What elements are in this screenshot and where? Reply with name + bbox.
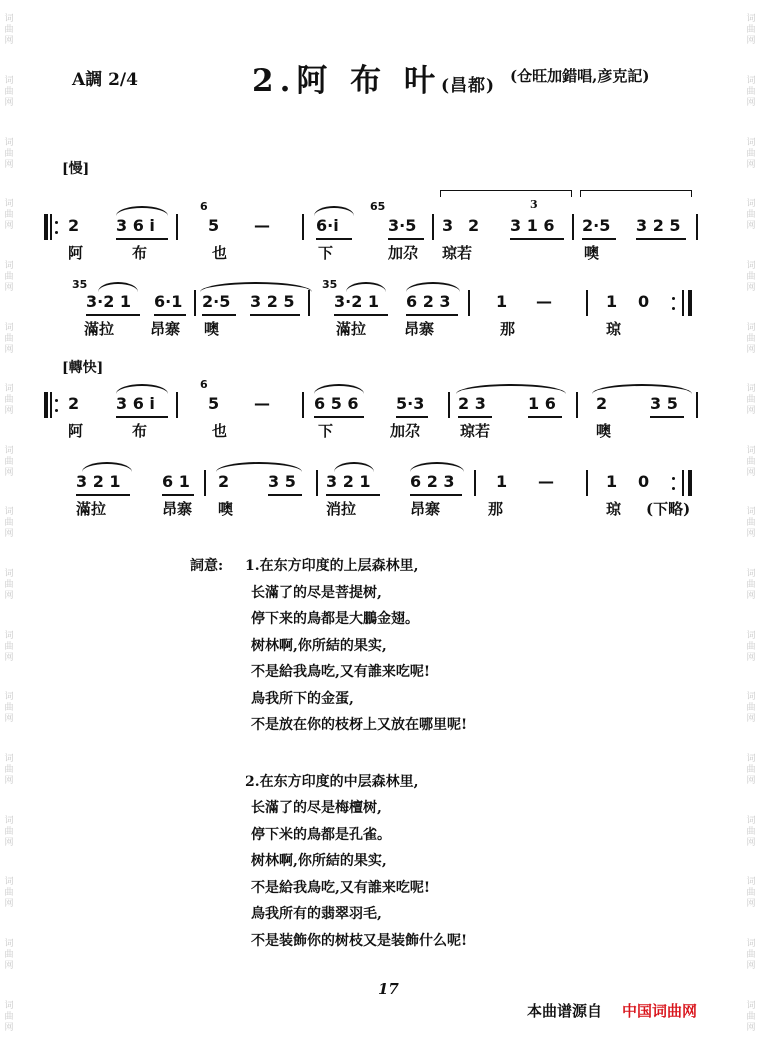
notes-row <box>40 198 710 238</box>
repeat-dot <box>55 409 58 412</box>
barline <box>696 214 698 240</box>
repeat-dot <box>672 487 675 490</box>
note: 1 <box>496 472 508 491</box>
verses-label: 詞意: <box>190 558 224 574</box>
note-group: 6 1 <box>162 472 190 491</box>
lyric: 滿拉 <box>84 320 115 338</box>
beam <box>528 416 562 418</box>
beam <box>582 238 616 240</box>
beam <box>116 416 168 418</box>
lyric: 消拉 <box>326 500 357 518</box>
note-group: 3 2 5 <box>250 292 295 311</box>
beam <box>650 416 684 418</box>
note: 5 <box>208 394 220 413</box>
lyric: 下 <box>318 244 334 262</box>
slur <box>116 206 168 216</box>
key-signature: A調 2/4 <box>72 70 138 90</box>
lyric: 琼 <box>606 500 622 518</box>
note-group: 1 6 <box>528 394 556 413</box>
barline <box>308 290 310 316</box>
barline <box>682 290 684 316</box>
score-line-2 <box>40 278 710 348</box>
repeat-barline <box>688 290 692 316</box>
beam <box>86 314 140 316</box>
lyric: 噢 <box>596 422 612 440</box>
note-group: 6·i <box>316 216 339 235</box>
score-line-3 <box>40 378 710 450</box>
phrase-bracket <box>440 190 572 197</box>
lyric: 昂寨 <box>162 500 193 518</box>
dash: — <box>536 292 552 311</box>
verse-line: 不是給我鳥吃,又有誰来吃呢! <box>251 664 431 680</box>
note-group: 3 2 1 <box>326 472 371 491</box>
beam <box>314 416 364 418</box>
barline <box>586 290 588 316</box>
verse-line: 1.在东方印度的上层森林里, <box>245 558 419 574</box>
repeat-dot <box>672 477 675 480</box>
barline <box>572 214 574 240</box>
beam <box>334 314 388 316</box>
note-group: 2·5 <box>202 292 231 311</box>
verse-line: 树林啊,你所結的果实, <box>251 853 387 869</box>
note: 2 <box>596 394 608 413</box>
slur <box>216 462 302 472</box>
note-group: 2·5 <box>582 216 611 235</box>
slur <box>314 384 364 394</box>
lyric: 琼若 <box>442 244 473 262</box>
barline <box>50 214 52 240</box>
slur <box>334 462 374 472</box>
lyric: 阿 <box>68 422 84 440</box>
barline <box>176 214 178 240</box>
barline <box>204 470 206 496</box>
note-group: 3 6 i <box>116 394 155 413</box>
note-group: 2 3 <box>458 394 486 413</box>
verse-line: 长滿了的尽是菩提树, <box>251 584 382 601</box>
lyric: 也 <box>212 244 228 262</box>
barline <box>302 214 304 240</box>
barline <box>302 392 304 418</box>
beam <box>410 494 462 496</box>
tempo-mark-slow: [慢] <box>62 161 90 177</box>
verse-line: 停下来的鳥都是大鵬金翅。 <box>251 611 419 627</box>
score-line-1 <box>40 198 710 272</box>
beam <box>116 238 168 240</box>
verse-line: 停下米的鳥都是孔雀。 <box>251 826 391 843</box>
barline <box>194 290 196 316</box>
note: 0 <box>638 292 650 311</box>
slur <box>410 462 464 472</box>
note: 1 <box>606 472 618 491</box>
notes-row <box>40 378 710 416</box>
lyric: 噢 <box>584 244 600 262</box>
lyric: 琼若 <box>460 422 491 440</box>
lyrics-row <box>40 498 710 520</box>
note: 1 <box>606 292 618 311</box>
repeat-barline <box>688 470 692 496</box>
note-group: 3·2 1 <box>86 292 132 311</box>
lyric: 琼 <box>606 320 622 338</box>
lyric: 加尕 <box>390 422 421 440</box>
side-watermark-left: 词曲网 词曲网 词曲网 词曲网 词曲网 词曲网 词曲网 词曲网 词曲网 词曲网 词曲网 词曲网 词曲网 词曲网 词曲网 词曲网 词曲网 <box>4 14 14 1033</box>
lyric: 那 <box>500 320 516 338</box>
grace-note: 6 <box>200 378 208 391</box>
slur <box>592 384 692 394</box>
barline <box>176 392 178 418</box>
note-group: 3 5 <box>268 472 296 491</box>
beam <box>388 238 424 240</box>
beam <box>406 314 458 316</box>
barline <box>316 470 318 496</box>
beam <box>162 494 194 496</box>
beam <box>636 238 686 240</box>
slur <box>200 282 312 292</box>
note: 2 <box>68 216 80 235</box>
verse-line: 长滿了的尽是梅檀树, <box>251 800 382 816</box>
lyric: 布 <box>132 422 148 440</box>
lyric: 也 <box>212 422 228 440</box>
barline <box>586 470 588 496</box>
barline <box>468 290 470 316</box>
repeat-dot <box>55 231 58 234</box>
slur <box>456 384 566 394</box>
source-site-link[interactable]: 中国词曲网 <box>622 1002 698 1020</box>
note: 3 <box>442 216 454 235</box>
note: 5 <box>208 216 220 235</box>
lyric: 那 <box>488 500 504 518</box>
lyric: 昂寨 <box>404 320 435 338</box>
repeat-dot <box>55 221 58 224</box>
lyrics-row <box>40 420 710 442</box>
note-group: 6·1 <box>154 292 183 311</box>
note-group: 6 2 3 <box>410 472 455 491</box>
barline <box>696 392 698 418</box>
page-number: 17 <box>378 980 399 998</box>
beam <box>76 494 130 496</box>
lyric-note: (下略) <box>646 500 691 518</box>
beam <box>510 238 564 240</box>
lyric: 下 <box>318 422 334 440</box>
song-credit: (仓旺加錯唱,彦克記) <box>510 67 650 85</box>
phrase-bracket <box>580 190 692 197</box>
repeat-dot <box>672 307 675 310</box>
song-title <box>252 55 495 100</box>
song-region: (昌都) <box>440 76 496 96</box>
lyric: 滿拉 <box>76 500 107 518</box>
repeat-barline <box>44 214 48 240</box>
barline <box>50 392 52 418</box>
barline <box>432 214 434 240</box>
lyrics-row <box>40 318 710 340</box>
grace-note: 6 <box>200 200 208 213</box>
note-group: 3 2 1 <box>76 472 121 491</box>
note-group: 3 2 5 <box>636 216 681 235</box>
song-title-text: 2.阿 布 叶 <box>252 63 441 99</box>
beam <box>396 416 428 418</box>
slur <box>406 282 460 292</box>
lyric: 昂寨 <box>410 500 441 518</box>
side-watermark-right: 词曲网 词曲网 词曲网 词曲网 词曲网 词曲网 词曲网 词曲网 词曲网 词曲网 词曲网 词曲网 词曲网 词曲网 词曲网 词曲网 词曲网 <box>746 14 756 1033</box>
note: 2 <box>218 472 230 491</box>
verse-line: 树林啊,你所結的果实, <box>251 637 387 654</box>
note-group: 3·5 <box>388 216 417 235</box>
slur <box>314 206 354 216</box>
lyric: 滿拉 <box>336 320 367 338</box>
song-header <box>0 55 760 99</box>
beam <box>202 314 236 316</box>
grace-note: 35 <box>72 278 88 291</box>
beam <box>154 314 186 316</box>
note-group: 3 6 i <box>116 216 155 235</box>
repeat-dot <box>672 297 675 300</box>
lyric: 昂寨 <box>150 320 181 338</box>
lyrics-meaning <box>190 553 467 954</box>
dash: — <box>254 216 270 235</box>
note-group: 6 5 6 <box>314 394 359 413</box>
slur <box>82 462 132 472</box>
barline <box>576 392 578 418</box>
slur <box>98 282 138 292</box>
lyric: 噢 <box>204 320 220 338</box>
note: 0 <box>638 472 650 491</box>
repeat-barline <box>44 392 48 418</box>
grace-note: 35 <box>322 278 338 291</box>
note: 1 <box>496 292 508 311</box>
note-group: 3 5 <box>650 394 678 413</box>
source-credit <box>527 1000 697 1021</box>
triplet-mark: 3 <box>530 198 538 211</box>
lyric: 阿 <box>68 244 84 262</box>
dash: — <box>254 394 270 413</box>
notes-row <box>40 468 710 494</box>
note-group: 5·3 <box>396 394 425 413</box>
barline <box>448 392 450 418</box>
beam <box>250 314 300 316</box>
verse-2 <box>245 769 467 955</box>
score-line-4 <box>40 468 710 528</box>
verse-line: 不是装飾你的树枝又是装飾什么呢! <box>251 932 468 949</box>
beam <box>326 494 380 496</box>
verse-line: 鳥我所下的金蛋, <box>251 690 354 707</box>
repeat-dot <box>55 399 58 402</box>
note: 2 <box>68 394 80 413</box>
slur <box>346 282 386 292</box>
note-group: 3 1 6 <box>510 216 555 235</box>
barline <box>474 470 476 496</box>
lyrics-row <box>40 242 710 264</box>
lyric: 布 <box>132 244 148 262</box>
beam <box>268 494 302 496</box>
note-group: 6 2 3 <box>406 292 451 311</box>
note-group: 3·2 1 <box>334 292 380 311</box>
note: 2 <box>468 216 480 235</box>
notes-row <box>40 278 710 314</box>
verse-1 <box>245 553 467 739</box>
tempo-mark-fast: [轉快] <box>62 360 104 376</box>
beam <box>316 238 352 240</box>
verse-line: 2.在东方印度的中层森林里, <box>245 773 419 790</box>
source-text: 本曲谱源自 <box>527 1002 603 1020</box>
slur <box>116 384 168 394</box>
dash: — <box>538 472 554 491</box>
verse-line: 鳥我所有的翡翠羽毛, <box>251 906 382 922</box>
lyric: 噢 <box>218 500 234 518</box>
verse-line: 不是放在你的枝枒上又放在哪里呢! <box>251 717 468 733</box>
lyric: 加尕 <box>388 244 419 262</box>
beam <box>458 416 492 418</box>
barline <box>682 470 684 496</box>
verse-line: 不是給我鳥吃,又有誰来吃呢! <box>251 879 431 896</box>
grace-note: 65 <box>370 200 386 213</box>
